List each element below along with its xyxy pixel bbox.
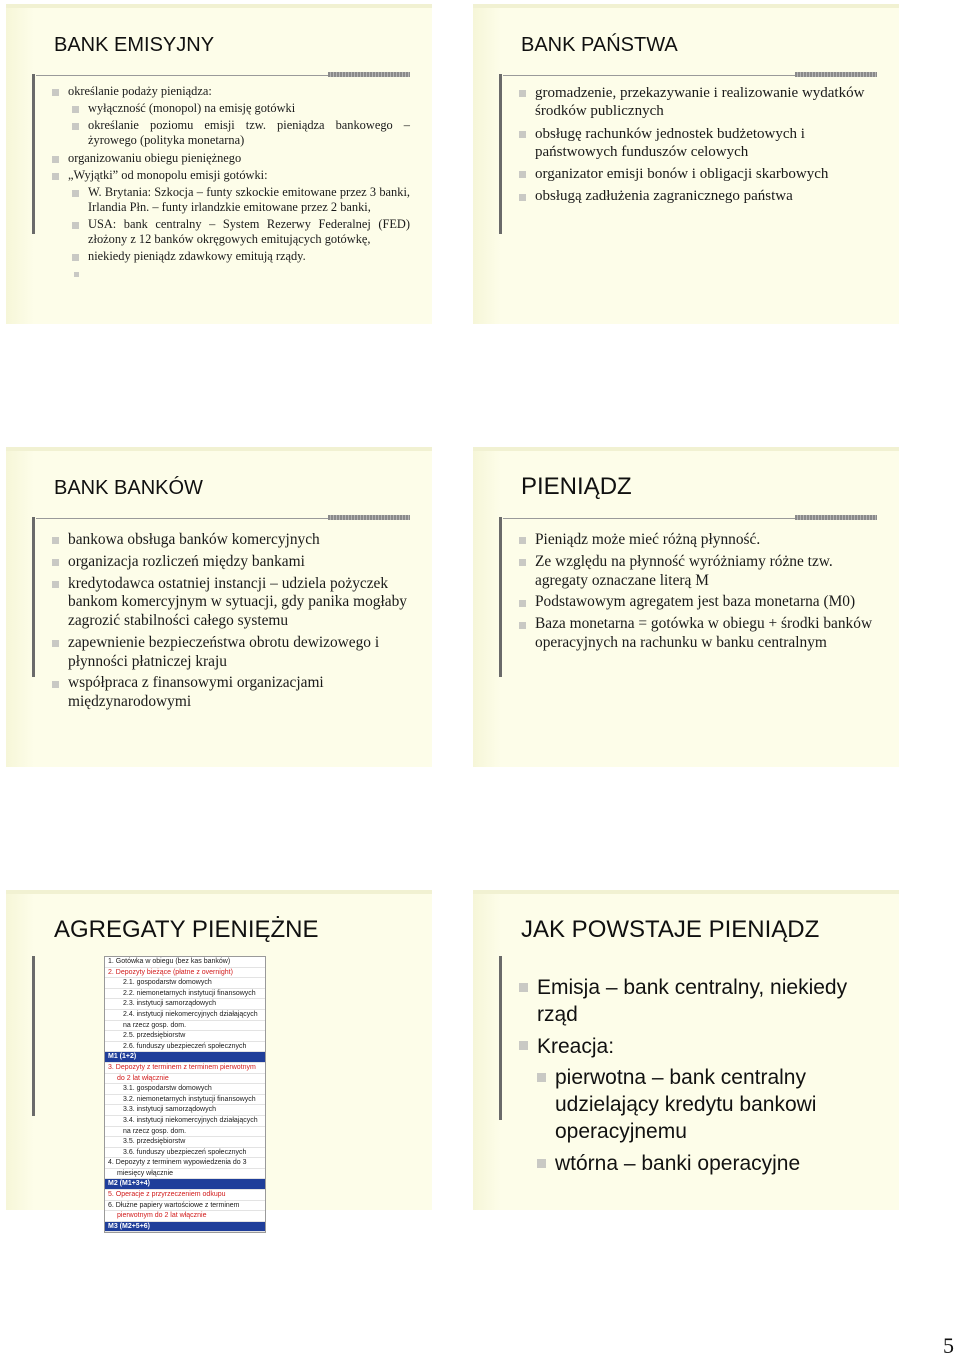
slide-content [52,531,410,715]
table-row: 3.5. przedsiębiorstw [105,1137,265,1148]
table-row: 2.4. instytucji niekomercyjnych działających [105,1010,265,1021]
table-row: 2.1. gospodarstw domowych [105,978,265,989]
slide-pieniadz [473,447,899,767]
slide-jak-powstaje-pieniadz [473,890,899,1210]
slide-content [52,84,410,266]
list-item: Pieniądz może mieć różną płynność. [519,531,877,550]
table-row: 3. Depozyty z terminem z terminem pierwotnym [105,1063,265,1074]
table-row: pierwotnym do 2 lat włącznie [105,1211,265,1222]
slide-side-band [6,447,34,767]
slide-bank-bankow [6,447,432,767]
bullet-icon [519,559,526,566]
bullet-icon [52,173,59,180]
bullet-icon [72,123,79,130]
table-row: miesięcy włącznie [105,1169,265,1180]
table-row: 5. Operacje z przyrzeczeniem odkupu [105,1190,265,1201]
table-row: 2.3. instytucji samorządowych [105,999,265,1010]
list-item: obsługę rachunków jednostek budżetowych i państwowych funduszów celowych [519,125,877,162]
side-rule [32,517,35,677]
table-row: 3.6. funduszy ubezpieczeń społecznych [105,1148,265,1159]
bullet-icon [52,640,59,647]
table-row: 3.2. niemonetarnych instytucji finansowych [105,1095,265,1106]
title-rule [36,515,410,523]
slide-side-band [6,4,34,324]
side-rule [32,74,35,234]
side-rule [499,517,502,677]
slide-content [519,84,877,210]
side-rule [499,956,502,1120]
slide-top-band [6,890,432,894]
list-item: obsługą zadłużenia zagranicznego państwa [519,187,877,205]
list-item: współpraca z finansowymi organizacjami międzynarodowymi [52,674,410,712]
list-item: organizowaniu obiegu pieniężnego [52,151,410,166]
list-item: W. Brytania: Szkocja – funty szkockie emitowane przez 3 banki, Irlandia Płn. – funty irlandzkie emitowane przez 2 banki, [72,185,410,215]
slide-title: BANK EMISYJNY [54,34,215,56]
bullet-icon [72,222,79,229]
slide-side-band [473,890,501,1210]
list-item: kredytodawca ostatniej instancji – udziela pożyczek bankom komercyjnym w sytuacji, gdy panika mogłaby zagrozić stabilności całego systemu [52,575,410,631]
table-row: 1. Gotówka w obiegu (bez kas banków) [105,957,265,968]
bullet-icon [519,983,528,992]
bullet-icon [537,1159,546,1168]
table-row: 2. Depozyty bieżące (płatne z overnight) [105,968,265,979]
list-item: określanie podaży pieniądza: [52,84,410,99]
slide-content [519,531,877,656]
table-row: M3 (M2+5+6) [105,1222,265,1233]
slide-bank-panstwa [473,4,899,324]
list-item: zapewnienie bezpieczeństwa obrotu dewizowego i płynności płatniczej kraju [52,634,410,672]
title-rule [36,72,410,80]
bullet-icon [72,190,79,197]
table-row: 2.5. przedsiębiorstw [105,1031,265,1042]
list-item: USA: bank centralny – System Rezerwy Federalnej (FED) złożony z 12 banków okręgowych emitujących gotówkę, [72,217,410,247]
list-item: bankowa obsługa banków komercyjnych [52,531,410,550]
side-rule [32,956,35,1116]
table-row: na rzecz gosp. dom. [105,1021,265,1032]
list-item: wtórna – banki operacyjne [537,1150,877,1177]
table-row: 6. Dłużne papiery wartościowe z terminem [105,1201,265,1212]
slide-top-band [6,4,432,8]
bullet-icon [519,600,526,607]
list-item: Ze względu na płynność wyróżniamy różne tzw. agregaty oznaczane literą M [519,553,877,591]
list-item: gromadzenie, przekazywanie i realizowanie wydatków środków publicznych [519,84,877,121]
bullet-icon [72,254,79,261]
aggregates-table [104,956,266,1233]
list-item: organizator emisji bonów i obligacji skarbowych [519,165,877,183]
bullet-icon [52,581,59,588]
slide-top-band [473,4,899,8]
bullet-icon [519,171,526,178]
table-row: M1 (1+2) [105,1052,265,1063]
bullet-icon [72,106,79,113]
slide-side-band [6,890,34,1210]
bullet-icon [519,194,526,201]
bullet-icon [519,131,526,138]
side-rule [499,74,502,234]
bullet-icon [537,1073,546,1082]
slide-title: BANK PAŃSTWA [521,34,678,56]
bullet-icon [52,559,59,566]
list-item: Kreacja: [519,1033,877,1060]
title-rule [503,72,877,80]
table-row: 3.4. instytucji niekomercyjnych działających [105,1116,265,1127]
bullet-icon [52,156,59,163]
table-row: 3.3. instytucji samorządowych [105,1105,265,1116]
list-item: Podstawowym agregatem jest baza monetarna (M0) [519,593,877,612]
table-row: M2 (M1+3+4) [105,1179,265,1190]
slide-side-band [473,4,501,324]
list-item: „Wyjątki” od monopolu emisji gotówki: [52,168,410,183]
page-number: 5 [943,1333,954,1358]
slide-top-band [6,447,432,451]
bullet-icon [519,622,526,629]
bullet-icon [519,537,526,544]
table-row: 4. Depozyty z terminem wypowiedzenia do 3 [105,1158,265,1169]
table-row: do 2 lat włącznie [105,1074,265,1085]
table-row: 2.2. niemonetarnych instytucji finansowych [105,989,265,1000]
list-item: Emisja – bank centralny, niekiedy rząd [519,974,877,1029]
slide-title: AGREGATY PIENIĘŻNE [54,916,319,943]
bullet-icon [52,681,59,688]
slide-title: JAK POWSTAJE PIENIĄDZ [521,916,820,943]
slide-title: PIENIĄDZ [521,473,632,500]
list-item: organizacja rozliczeń między bankami [52,553,410,572]
bullet-icon [74,272,79,277]
list-item: Baza monetarna = gotówka w obiegu + środki banków operacyjnych na rachunku w banku centralnym [519,615,877,653]
slide-side-band [473,447,501,767]
bullet-icon [519,90,526,97]
bullet-icon [519,1041,528,1050]
slide-title: BANK BANKÓW [54,477,203,499]
title-rule [503,515,877,523]
table-row: 2.6. funduszy ubezpieczeń społecznych [105,1042,265,1053]
slide-content [519,974,877,1181]
slide-bank-emisyjny [6,4,432,324]
table-row: 3.1. gospodarstw domowych [105,1084,265,1095]
table-row: na rzecz gosp. dom. [105,1127,265,1138]
bullet-icon [52,89,59,96]
list-item: wyłączność (monopol) na emisję gotówki [72,101,410,116]
list-item: niekiedy pieniądz zdawkowy emitują rządy. [72,249,410,264]
bullet-icon [52,537,59,544]
list-item: określanie poziomu emisji tzw. pieniądza bankowego – żyrowego (polityka monetarna) [72,118,410,148]
slide-top-band [473,890,899,894]
slide-agregaty [6,890,432,1230]
slide-top-band [473,447,899,451]
list-item: pierwotna – bank centralny udzielający kredytu bankowi operacyjnemu [537,1064,877,1146]
